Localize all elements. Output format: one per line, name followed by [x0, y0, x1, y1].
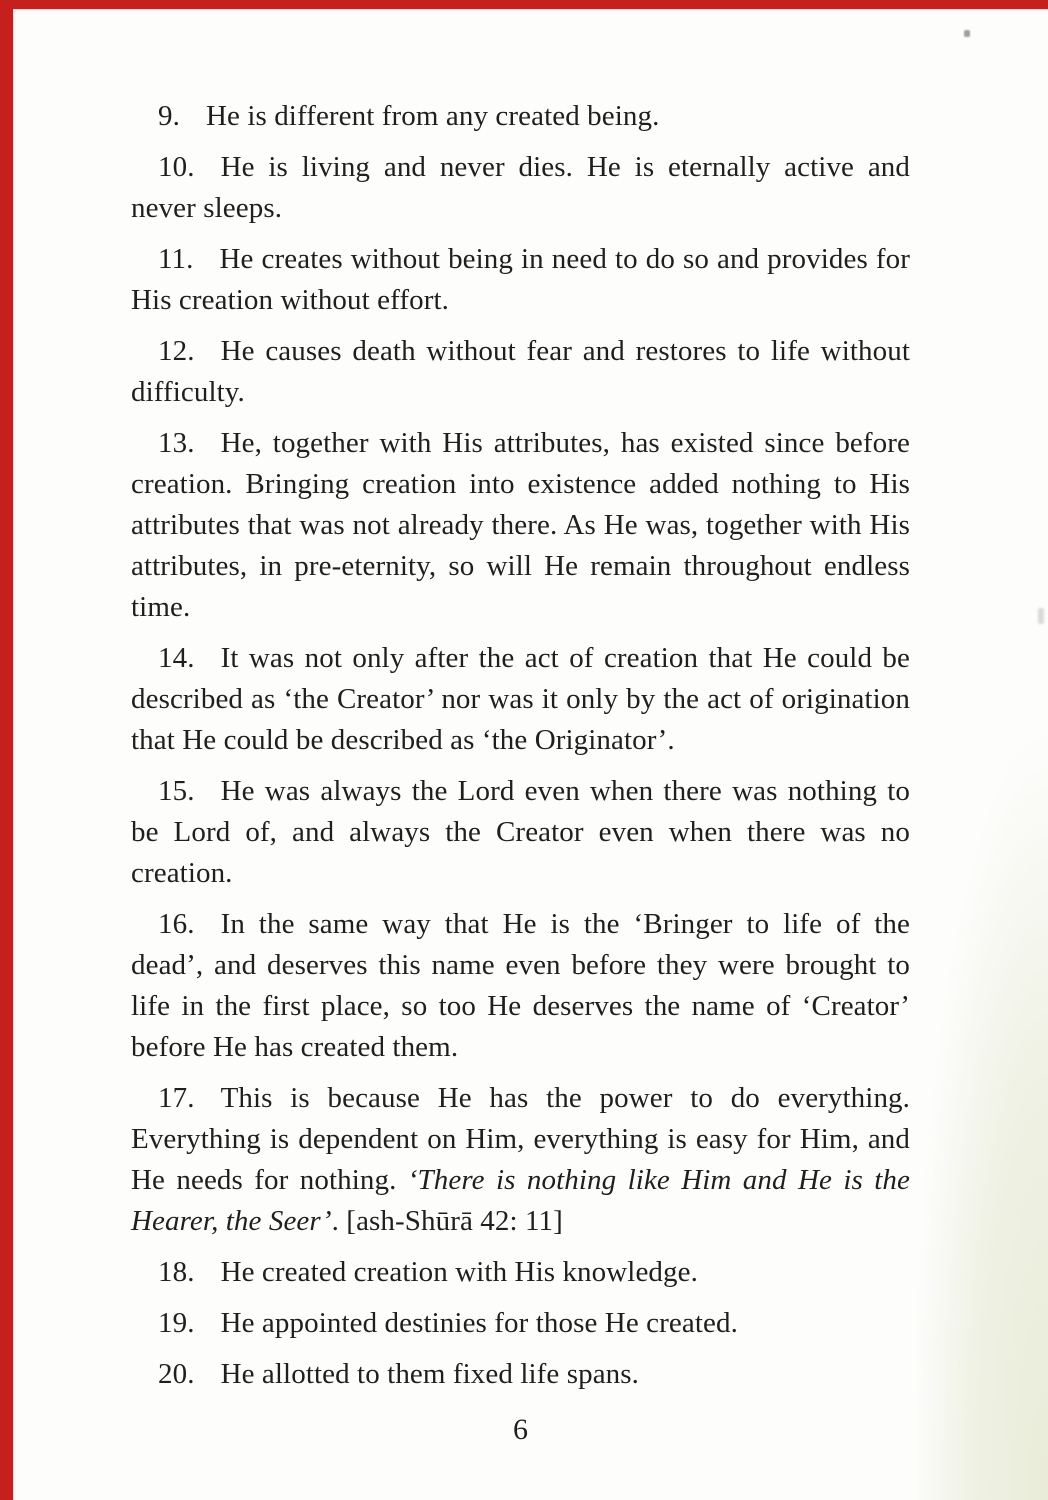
text-segment: In the same way that He is the ‘Bringer to life of the dead’, and deserves this name even before they were brought to life in the first place, so too He deserves the name of ‘Creator’ before He has created them.: [131, 908, 910, 1063]
paragraph-number: 12.: [158, 335, 195, 367]
paragraph-text: [206, 100, 660, 132]
paragraph: [131, 638, 910, 761]
paragraph-number: 14.: [158, 642, 195, 674]
text-segment: He is living and never dies. He is eternally active and never sleeps.: [131, 151, 910, 224]
text-segment: He created creation with His knowledge.: [220, 1256, 698, 1288]
text-column: [131, 96, 910, 1450]
paragraph: [131, 1354, 910, 1395]
paragraph-number: 19.: [158, 1307, 195, 1339]
paragraph: [131, 771, 910, 894]
paragraph: [131, 239, 910, 321]
paragraph-text: [131, 243, 910, 316]
text-segment: He creates without being in need to do so and provides for His creation without effort.: [131, 243, 910, 316]
paragraph: [131, 1303, 910, 1344]
paragraph-number: 15.: [158, 775, 195, 807]
paragraph-text: [131, 335, 910, 408]
paragraph: [131, 331, 910, 413]
text-segment: He causes death without fear and restores to life without difficulty.: [131, 335, 910, 408]
edge-smudge: [1038, 608, 1044, 624]
text-segment: This is because He has the power to do everything. Everything is dependent on Him, everything is easy for Him, and He needs for nothing.: [131, 1082, 910, 1196]
paragraph: [131, 96, 910, 137]
paragraph-list: [131, 96, 910, 1395]
quote-italic: ‘There is nothing like Him and He is the Hearer, the Seer’: [131, 1164, 910, 1237]
ink-speck: [964, 30, 970, 37]
paragraph-text: [131, 775, 910, 889]
text-segment: He, together with His attributes, has existed since before creation. Bringing creation into existence added nothing to His attributes that was not already there. As He was, together with His attributes, in pre-eternity, so will He remain throughout endless time.: [131, 427, 910, 623]
text-segment: It was not only after the act of creation that He could be described as ‘the Creator’ nor was it only by the act of origination that He could be described as ‘the Originator’.: [131, 642, 910, 756]
paragraph-text: [131, 1082, 910, 1237]
paragraph-number: 9.: [158, 100, 180, 132]
paragraph-number: 10.: [158, 151, 195, 183]
paragraph-number: 11.: [158, 243, 194, 275]
paragraph-text: [131, 908, 910, 1063]
paragraph-text: [221, 1307, 738, 1339]
paragraph: [131, 1252, 910, 1293]
text-segment: He appointed destinies for those He created.: [220, 1307, 738, 1339]
paragraph: [131, 423, 910, 628]
scan-red-edge-top: [0, 0, 1048, 9]
paragraph-text: [131, 151, 910, 224]
scan-red-edge-left: [0, 0, 13, 1500]
paragraph-number: 20.: [158, 1358, 195, 1390]
paragraph-number: 16.: [158, 908, 195, 940]
paragraph-text: [131, 427, 910, 623]
text-segment: He was always the Lord even when there was nothing to be Lord of, and always the Creator even when there was no creation.: [131, 775, 910, 889]
scan-corner-shading: [918, 640, 1048, 1500]
paragraph: [131, 904, 910, 1068]
page-number: 6: [513, 1413, 528, 1446]
text-segment: . [ash-Shūrā 42: 11]: [331, 1205, 563, 1237]
paragraph-text: [131, 642, 910, 756]
paragraph: [131, 1078, 910, 1242]
text-segment: He allotted to them fixed life spans.: [220, 1358, 640, 1390]
paragraph-number: 17.: [158, 1082, 195, 1114]
paragraph-number: 18.: [158, 1256, 195, 1288]
text-segment: He is different from any created being.: [205, 100, 660, 132]
paragraph: [131, 147, 910, 229]
paragraph-number: 13.: [158, 427, 195, 459]
paragraph-text: [221, 1256, 698, 1288]
paragraph-text: [221, 1358, 639, 1390]
